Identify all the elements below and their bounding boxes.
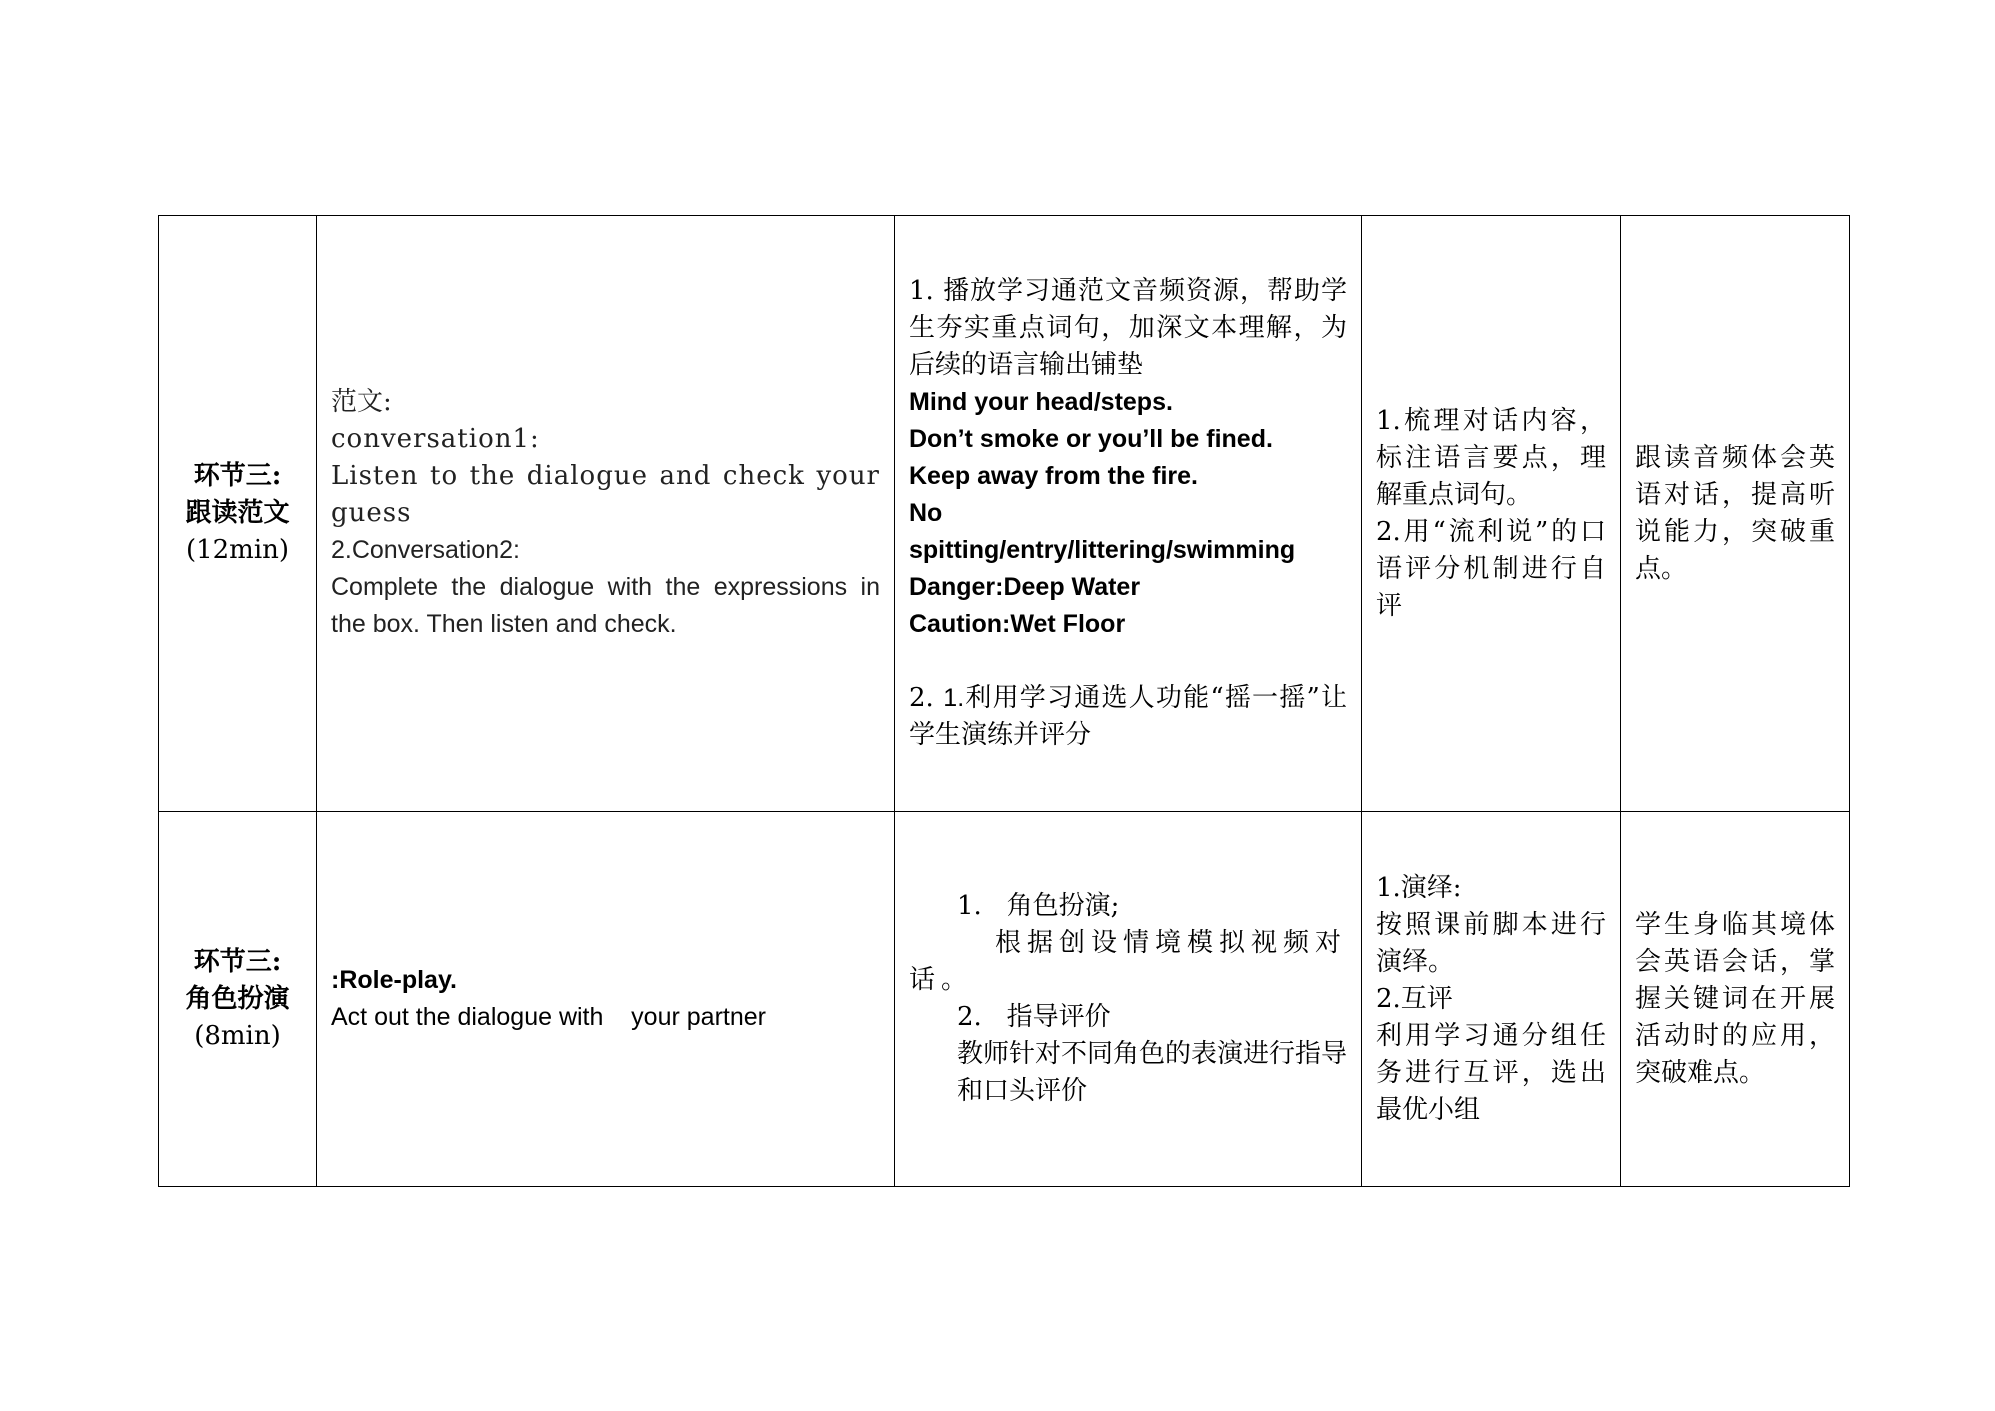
item-text: 根据创设情境模拟视频对话。 [909, 928, 1348, 995]
student-line: 2.用“流利说”的口语评分机制进行自评 [1376, 516, 1606, 621]
teacher-item-1-text [909, 925, 1347, 999]
content-line: Act out the dialogue with your partner [331, 1003, 766, 1031]
stage-duration: (8min) [194, 1020, 281, 1051]
stage-name: 环节三: [193, 946, 282, 977]
teacher-item-2-text: 教师针对不同角色的表演进行指导和口头评价 [957, 1039, 1348, 1106]
purpose-text: 学生身临其境体会英语会话，掌握关键词在开展活动时的应用，突破难点。 [1635, 909, 1835, 1088]
expression-line: spitting/entry/littering/swimming [909, 536, 1296, 564]
expression-line: No [909, 499, 943, 527]
content-line: 2.Conversation2: [331, 536, 521, 564]
student-line: 1.演绎: [1376, 872, 1462, 903]
teacher-item-1: 1. 角色扮演; [957, 891, 1120, 921]
content-line: 范文: [331, 387, 392, 417]
teacher-activity-cell [895, 812, 1362, 1187]
content-line: conversation1: [331, 424, 540, 454]
student-activity-cell [1362, 812, 1621, 1187]
content-line: Listen to the dialogue and check your guess [331, 461, 880, 528]
stage-name: 环节三: [193, 461, 282, 491]
teacher-item-2: 2. 指导评价 [957, 1002, 1111, 1032]
item-number: 2. [909, 683, 944, 713]
content-cell [317, 812, 895, 1187]
stage-duration: (12min) [185, 535, 290, 565]
expression-line: Danger:Deep Water [909, 573, 1141, 601]
table-row [159, 216, 1850, 812]
student-line: 1.梳理对话内容，标注语言要点，理解重点词句。 [1376, 405, 1606, 510]
stage-title: 角色扮演 [185, 983, 290, 1014]
content-cell [317, 216, 895, 812]
teacher-item-2 [909, 680, 1347, 754]
content-heading: :Role-play. [331, 966, 457, 994]
purpose-cell [1621, 216, 1850, 812]
content-line: Complete the dialogue with the expressions in the box. Then listen and check. [331, 573, 880, 638]
student-line: 利用学习通分组任务进行互评，选出最优小组 [1376, 1020, 1606, 1125]
expression-line: Keep away from the fire. [909, 462, 1198, 490]
student-line: 2.互评 [1376, 983, 1453, 1014]
spacer [909, 643, 1347, 680]
table-row [159, 812, 1850, 1187]
student-line: 按照课前脚本进行演绎。 [1376, 909, 1606, 977]
lesson-plan-table [158, 215, 1850, 1187]
stage-title: 跟读范文 [185, 498, 290, 528]
stage-cell [159, 812, 317, 1187]
purpose-cell [1621, 812, 1850, 1187]
item-sub-number: 1. [943, 684, 965, 712]
expression-line: Caution:Wet Floor [909, 610, 1126, 638]
purpose-text: 跟读音频体会英语对话，提高听说能力，突破重点。 [1635, 442, 1835, 584]
expression-line: Mind your head/steps. [909, 388, 1173, 416]
teacher-intro: 1. 播放学习通范文音频资源，帮助学生夯实重点词句，加深文本理解，为后续的语言输出铺垫 [909, 276, 1347, 380]
item-text: 利用学习通选人功能“摇一摇”让学生演练并评分 [909, 683, 1347, 750]
teacher-activity-cell [895, 216, 1362, 812]
stage-cell [159, 216, 317, 812]
expression-line: Don’t smoke or you’ll be fined. [909, 425, 1273, 453]
student-activity-cell [1362, 216, 1621, 812]
